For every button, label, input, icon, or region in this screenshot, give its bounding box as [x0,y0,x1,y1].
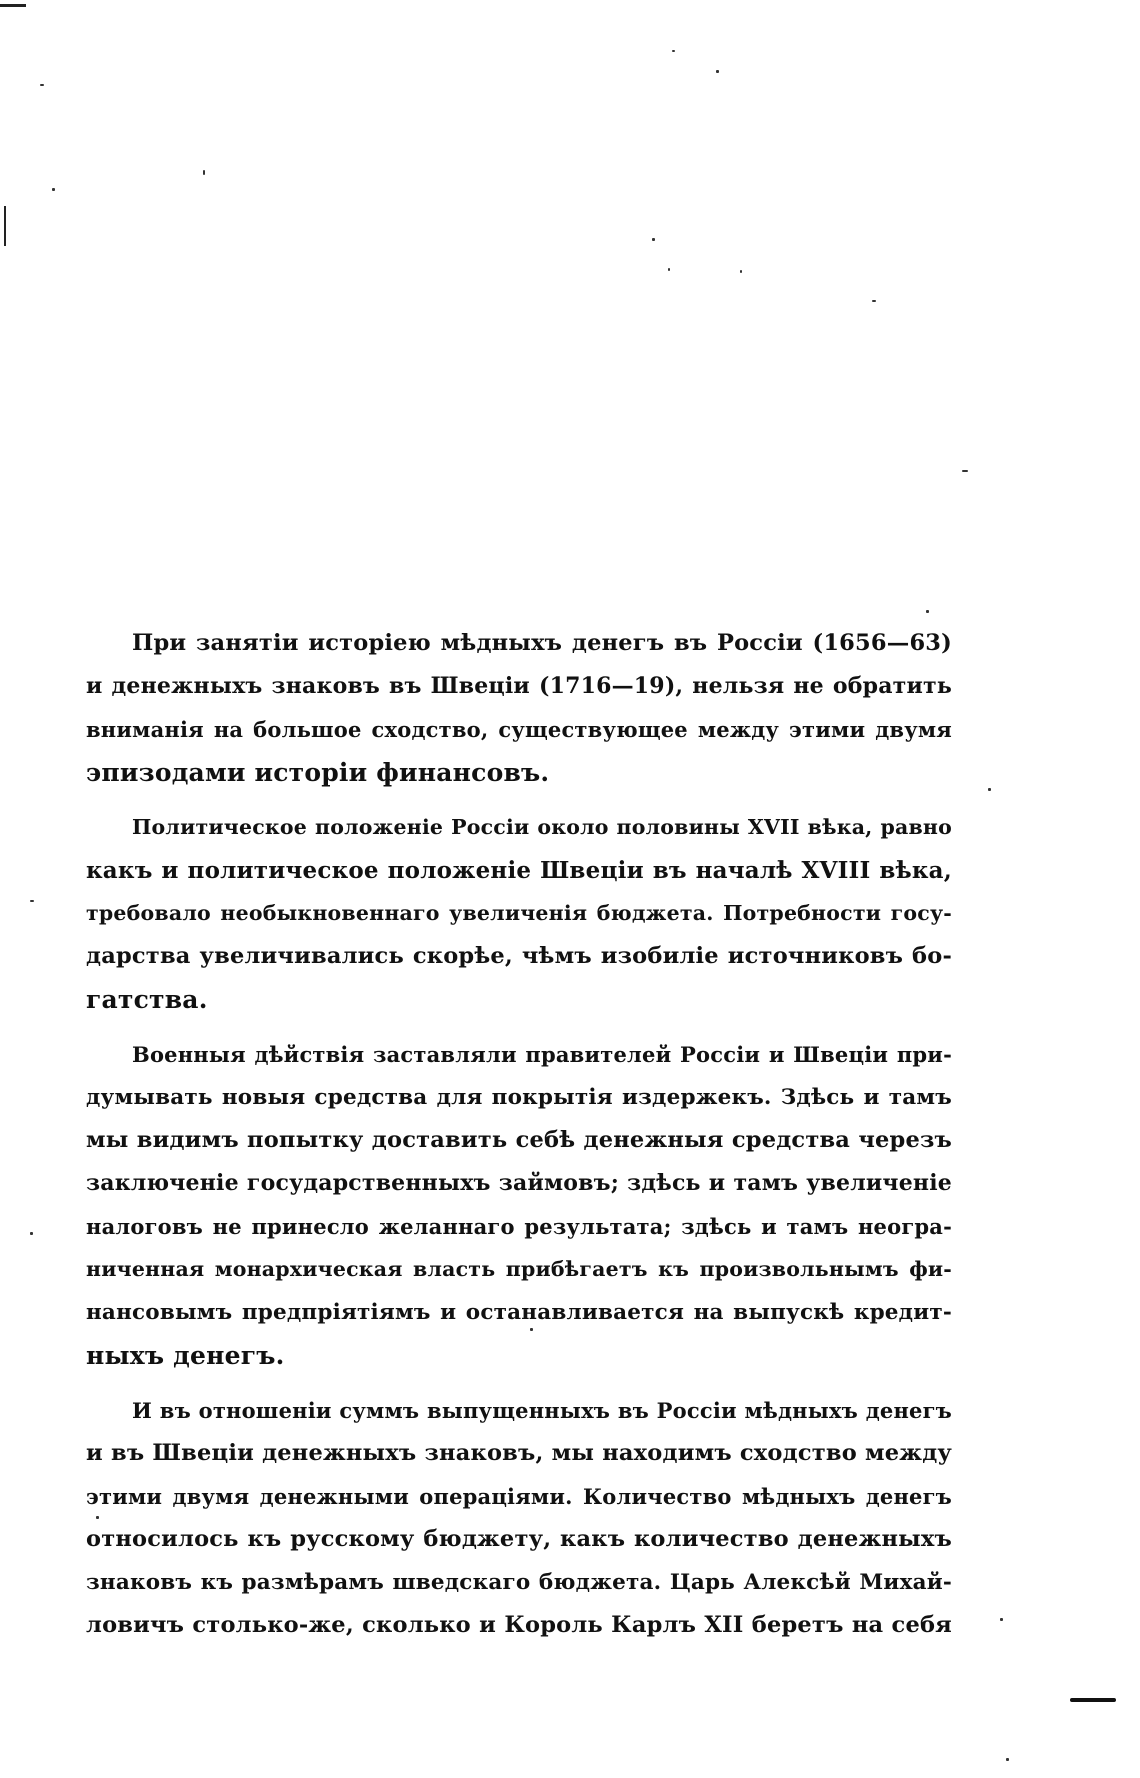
text-line: этими двумя денежными операціями. Количество мѣдныхъ денегъ [86,1484,952,1509]
text-line: какъ и политическое положеніе Швеціи въ началѣ XVIII вѣка, [86,857,952,884]
scan-speck [30,1232,33,1235]
paragraph-3 [86,1033,952,1377]
paragraph-1 [86,622,952,794]
text-line: и въ Швеціи денежныхъ знаковъ, мы находимъ сходство между [86,1440,952,1466]
scan-speck [40,84,44,86]
scan-speck [30,900,34,902]
scan-speck [926,610,929,613]
text-line: дарства увеличивались скорѣе, чѣмъ изобиліе источниковъ бо- [86,943,952,969]
text-line: относилось къ русскому бюджету, какъ количество денежныхъ [86,1526,952,1552]
text-line: Военныя дѣйствія заставляли правителей Россіи и Швеціи при- [132,1042,952,1067]
text-line: вниманія на большое сходство, существующее между этими двумя [86,717,952,742]
text-line: Политическое положеніе Россіи около половины XVII вѣка, равно [132,815,952,839]
scan-speck [203,170,205,175]
text-line: ныхъ денегъ. [86,1341,285,1370]
scan-edge-mark-left [4,206,6,246]
scan-speck [872,300,876,302]
scan-edge-mark-top [0,4,26,7]
text-line: И въ отношеніи суммъ выпущенныхъ въ Россіи мѣдныхъ денегъ [132,1398,952,1423]
text-line: знаковъ къ размѣрамъ шведскаго бюджета. Царь Алексѣй Михай- [86,1570,952,1595]
scan-speck [740,270,742,273]
scan-speck [1000,1618,1003,1621]
scan-speck [672,50,675,52]
text-line: гатства. [86,985,208,1014]
text-line: думывать новыя средства для покрытія издержекъ. Здѣсь и тамъ [86,1085,952,1110]
scan-speck [652,238,655,241]
scan-dash-mark [1070,1698,1116,1702]
text-line: заключеніе государственныхъ займовъ; здѣсь и тамъ увеличеніе [86,1170,952,1196]
text-line: мы видимъ попытку доставить себѣ денежныя средства черезъ [86,1127,952,1153]
paragraph-2 [86,806,952,1021]
text-line: ниченная монархическая власть прибѣгаетъ къ произвольнымъ фи- [86,1257,952,1281]
text-line: При занятіи исторіею мѣдныхъ денегъ въ Россіи (1656—63) [132,630,952,656]
text-line: эпизодами исторіи финансовъ. [86,758,550,787]
text-line: и денежныхъ знаковъ въ Швеціи (1716—19), нельзя не обратить [86,673,952,699]
paragraph-4 [86,1389,952,1647]
text-line: нансовымъ предпріятіямъ и останавливается на выпускѣ кредит- [86,1300,952,1325]
scan-speck [52,188,55,191]
scan-speck [668,268,670,271]
scan-speck [962,470,968,472]
scan-speck [988,788,991,791]
text-line: требовало необыкновеннаго увеличенія бюджета. Потребности госу- [86,901,952,925]
body-text [86,622,952,1659]
text-line: налоговъ не принесло желаннаго результата; здѣсь и тамъ неогра- [86,1214,952,1239]
scan-speck [716,70,719,73]
text-line: ловичъ столько-же, сколько и Король Карлъ XII беретъ на себя [86,1612,952,1638]
scan-speck [1006,1758,1009,1761]
